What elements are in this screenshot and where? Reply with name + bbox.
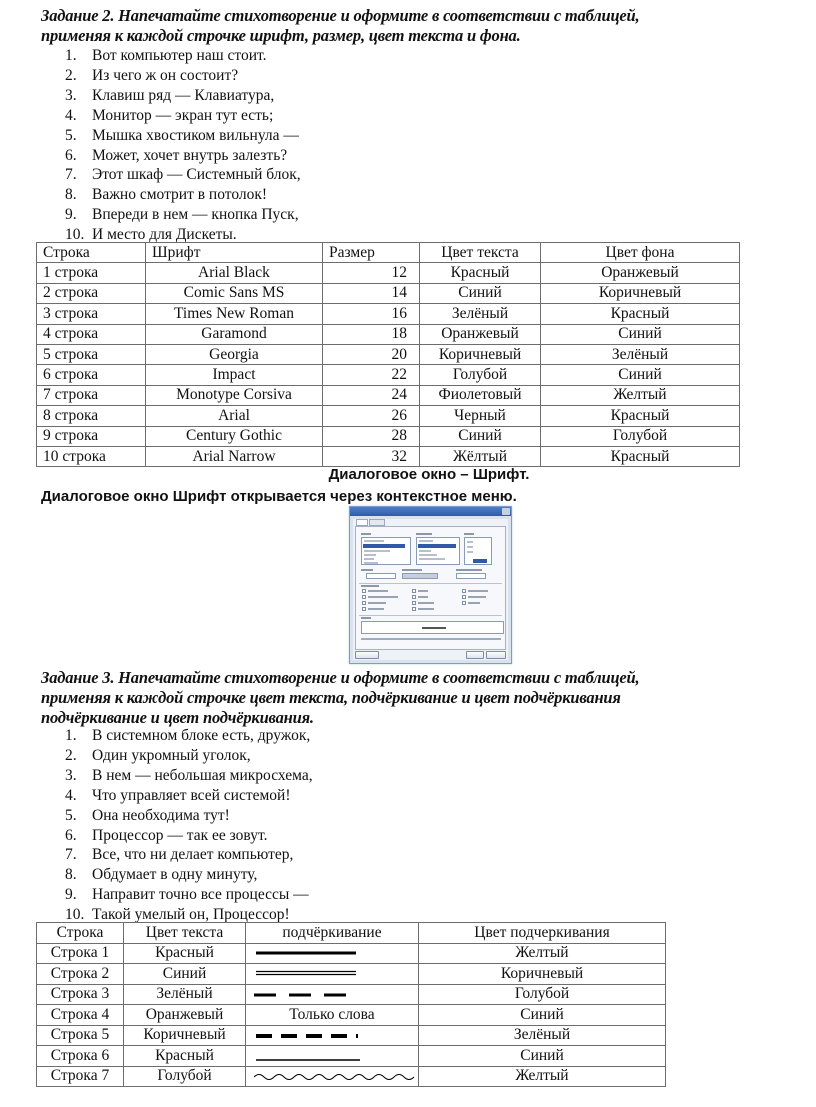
underline-settings-table bbox=[36, 922, 666, 1087]
font-size: 16 bbox=[323, 304, 420, 324]
row-label: Строка 5 bbox=[37, 1025, 124, 1046]
table-row bbox=[37, 446, 740, 466]
font-name: Garamond bbox=[146, 324, 323, 344]
text-color: Красный bbox=[124, 1046, 246, 1067]
font-list bbox=[361, 537, 411, 565]
bg-color: Синий bbox=[541, 324, 740, 344]
task3-heading-line2: применяя к каждой строчке цвет текста, подчёркивание и цвет подчёркивания bbox=[41, 688, 621, 707]
underline-double-icon bbox=[254, 970, 364, 978]
header-underline: подчёркивание bbox=[246, 923, 419, 944]
table-row bbox=[37, 385, 740, 405]
font-size: 28 bbox=[323, 426, 420, 446]
table-row bbox=[37, 324, 740, 344]
header-size: Размер bbox=[323, 243, 420, 263]
task3-heading bbox=[41, 668, 639, 728]
row-label: 5 строка bbox=[37, 344, 146, 364]
underline-style-sample bbox=[246, 1046, 419, 1067]
font-name: Arial Black bbox=[146, 263, 323, 283]
text-color: Коричневый bbox=[124, 1025, 246, 1046]
header-font: Шрифт bbox=[146, 243, 323, 263]
poem-line: 10. И место для Дискеты. bbox=[65, 226, 237, 244]
ok-button bbox=[466, 651, 484, 659]
underline-single-icon bbox=[254, 1050, 364, 1062]
task2-heading-line1: Задание 2. Напечатайте стихотворение и оформите в соответствии с таблицей, bbox=[41, 6, 640, 25]
bg-color: Зелёный bbox=[541, 344, 740, 364]
text-color: Оранжевый bbox=[124, 1005, 246, 1026]
poem-line: 3. Клавиш ряд — Клавиатура, bbox=[65, 86, 275, 104]
poem-line: 5. Мышка хвостиком вильнула — bbox=[65, 126, 299, 144]
dialog-tab bbox=[356, 519, 368, 526]
dialog-panel bbox=[355, 526, 506, 650]
table-row bbox=[37, 406, 740, 426]
row-label: 3 строка bbox=[37, 304, 146, 324]
size-list bbox=[464, 537, 492, 565]
poem-line: 9. Направит точно все процессы — bbox=[65, 886, 309, 904]
row-label: Строка 4 bbox=[37, 1005, 124, 1026]
poem-line: 7. Этот шкаф — Системный блок, bbox=[65, 166, 301, 184]
poem-line: 4. Что управляет всей системой! bbox=[65, 786, 291, 804]
underline-style-sample bbox=[246, 1066, 419, 1087]
font-name: Arial bbox=[146, 406, 323, 426]
font-name: Century Gothic bbox=[146, 426, 323, 446]
dialog-caption: Диалоговое окно – Шрифт. bbox=[328, 466, 530, 483]
row-label: 8 строка bbox=[37, 406, 146, 426]
underline-style-sample bbox=[246, 943, 419, 964]
font-size: 14 bbox=[323, 283, 420, 303]
bg-color: Оранжевый bbox=[541, 263, 740, 283]
font-name: Monotype Corsiva bbox=[146, 385, 323, 405]
cancel-button bbox=[486, 651, 506, 659]
default-button bbox=[355, 651, 379, 659]
poem-line: 6. Может, хочет внутрь залезть? bbox=[65, 146, 288, 164]
text-color: Красный bbox=[420, 263, 541, 283]
bg-color: Красный bbox=[541, 304, 740, 324]
row-label: 6 строка bbox=[37, 365, 146, 385]
font-size: 18 bbox=[323, 324, 420, 344]
underline-color: Синий bbox=[419, 1005, 666, 1026]
task3-heading-line3: подчёркивание и цвет подчёркивания. bbox=[41, 708, 314, 727]
bg-color: Коричневый bbox=[541, 283, 740, 303]
poem-line: 2. Из чего ж он состоит? bbox=[65, 66, 239, 84]
text-color: Синий bbox=[420, 426, 541, 446]
font-size: 26 bbox=[323, 406, 420, 426]
row-label: Строка 7 bbox=[37, 1066, 124, 1087]
text-color: Синий bbox=[420, 283, 541, 303]
poem-line: 1. Вот компьютер наш стоит. bbox=[65, 47, 267, 64]
dialog-tab bbox=[369, 519, 385, 526]
underline-color-dropdown bbox=[456, 573, 486, 579]
bg-color: Голубой bbox=[541, 426, 740, 446]
table-row bbox=[37, 365, 740, 385]
row-label: 9 строка bbox=[37, 426, 146, 446]
text-color: Зелёный bbox=[124, 984, 246, 1005]
underline-thick-single-icon bbox=[254, 950, 364, 958]
underline-color: Голубой bbox=[419, 984, 666, 1005]
row-label: 7 строка bbox=[37, 385, 146, 405]
table-row bbox=[37, 964, 666, 985]
task2-heading-line2: применяя к каждой строчке шрифт, размер, цвет текста и фона. bbox=[41, 26, 521, 45]
font-size: 20 bbox=[323, 344, 420, 364]
underline-wave-icon bbox=[254, 1071, 418, 1083]
underline-long-dash-icon bbox=[254, 991, 364, 999]
table-header-row bbox=[37, 923, 666, 944]
table-row bbox=[37, 1046, 666, 1067]
text-color: Голубой bbox=[124, 1066, 246, 1087]
row-label: Строка 3 bbox=[37, 984, 124, 1005]
row-label: Строка 1 bbox=[37, 943, 124, 964]
font-size: 22 bbox=[323, 365, 420, 385]
task2-poem-list bbox=[65, 46, 301, 245]
text-color: Фиолетовый bbox=[420, 385, 541, 405]
poem-line: 9. Впереди в нем — кнопка Пуск, bbox=[65, 206, 299, 224]
row-label: Строка 6 bbox=[37, 1046, 124, 1067]
font-size: 24 bbox=[323, 385, 420, 405]
preview-box bbox=[361, 621, 504, 634]
header-underline-color: Цвет подчеркивания bbox=[419, 923, 666, 944]
poem-line: 4. Монитор — экран тут есть; bbox=[65, 106, 274, 124]
poem-line: 3. В нем — небольшая микросхема, bbox=[65, 766, 313, 784]
table-row bbox=[37, 1066, 666, 1087]
table-row bbox=[37, 344, 740, 364]
row-label: 4 строка bbox=[37, 324, 146, 344]
dialog-note: Диалоговое окно Шрифт открывается через контекстное меню. bbox=[41, 488, 517, 505]
text-color: Черный bbox=[420, 406, 541, 426]
font-size: 12 bbox=[323, 263, 420, 283]
table-row bbox=[37, 1025, 666, 1046]
poem-line: 5. Она необходима тут! bbox=[65, 806, 230, 824]
dialog-titlebar bbox=[350, 507, 511, 516]
style-list bbox=[416, 537, 460, 565]
underline-color: Зелёный bbox=[419, 1025, 666, 1046]
close-icon bbox=[502, 508, 510, 515]
poem-line: 1. В системном блоке есть, дружок, bbox=[65, 727, 311, 744]
table-row bbox=[37, 1005, 666, 1026]
underline-color: Желтый bbox=[419, 1066, 666, 1087]
text-color: Зелёный bbox=[420, 304, 541, 324]
task3-heading-line1: Задание 3. Напечатайте стихотворение и оформите в соответствии с таблицей, bbox=[41, 668, 640, 687]
poem-line: 7. Все, что ни делает компьютер, bbox=[65, 846, 294, 864]
font-size: 32 bbox=[323, 446, 420, 466]
bg-color: Красный bbox=[541, 446, 740, 466]
text-color: Жёлтый bbox=[420, 446, 541, 466]
poem-line: 2. Один укромный уголок, bbox=[65, 746, 251, 764]
row-label: Строка 2 bbox=[37, 964, 124, 985]
text-color: Красный bbox=[124, 943, 246, 964]
header-row: Строка bbox=[37, 243, 146, 263]
font-dialog-screenshot bbox=[349, 506, 512, 664]
table-header-row bbox=[37, 243, 740, 263]
row-label: 10 строка bbox=[37, 446, 146, 466]
underline-style-sample bbox=[246, 1025, 419, 1046]
text-color: Синий bbox=[124, 964, 246, 985]
underline-style-sample bbox=[246, 964, 419, 985]
row-label: 1 строка bbox=[37, 263, 146, 283]
task2-heading bbox=[41, 6, 639, 46]
task3-poem-list bbox=[65, 726, 313, 925]
font-settings-table bbox=[36, 242, 740, 467]
color-dropdown bbox=[366, 573, 396, 579]
header-text-color: Цвет текста bbox=[420, 243, 541, 263]
table-row bbox=[37, 283, 740, 303]
dialog-body bbox=[353, 519, 508, 660]
underline-thick-dash-icon bbox=[254, 1032, 364, 1040]
bg-color: Синий bbox=[541, 365, 740, 385]
bg-color: Желтый bbox=[541, 385, 740, 405]
poem-line: 10. Такой умелый он, Процессор! bbox=[65, 906, 290, 924]
font-name: Comic Sans MS bbox=[146, 283, 323, 303]
font-name: Times New Roman bbox=[146, 304, 323, 324]
table-row bbox=[37, 943, 666, 964]
underline-dropdown bbox=[402, 573, 438, 579]
row-label: 2 строка bbox=[37, 283, 146, 303]
table-row bbox=[37, 426, 740, 446]
font-name: Georgia bbox=[146, 344, 323, 364]
bg-color: Красный bbox=[541, 406, 740, 426]
underline-color: Желтый bbox=[419, 943, 666, 964]
table-row bbox=[37, 263, 740, 283]
underline-color: Синий bbox=[419, 1046, 666, 1067]
header-row: Строка bbox=[37, 923, 124, 944]
poem-line: 8. Обдумает в одну минуту, bbox=[65, 866, 258, 884]
poem-line: 8. Важно смотрит в потолок! bbox=[65, 186, 268, 204]
header-bg-color: Цвет фона bbox=[541, 243, 740, 263]
font-name: Arial Narrow bbox=[146, 446, 323, 466]
text-color: Коричневый bbox=[420, 344, 541, 364]
underline-style-sample bbox=[246, 984, 419, 1005]
font-name: Impact bbox=[146, 365, 323, 385]
text-color: Оранжевый bbox=[420, 324, 541, 344]
underline-style-sample: Только слова bbox=[246, 1005, 419, 1026]
table-row bbox=[37, 304, 740, 324]
underline-color: Коричневый bbox=[419, 964, 666, 985]
table-row bbox=[37, 984, 666, 1005]
text-color: Голубой bbox=[420, 365, 541, 385]
header-text-color: Цвет текста bbox=[124, 923, 246, 944]
poem-line: 6. Процессор — так ее зовут. bbox=[65, 826, 268, 844]
